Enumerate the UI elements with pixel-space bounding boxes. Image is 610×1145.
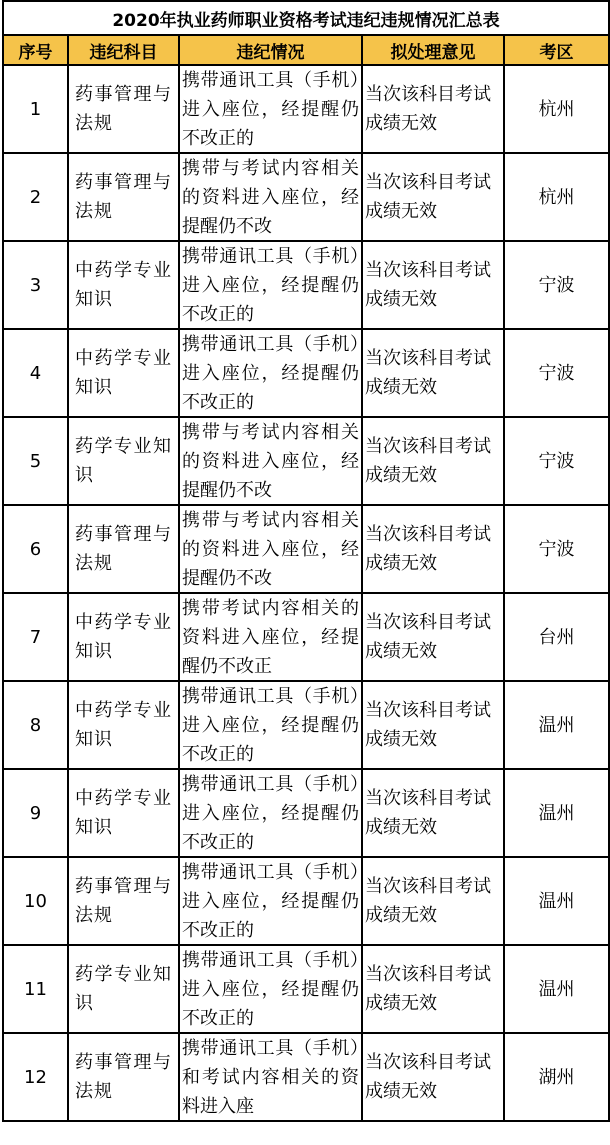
table-row [3, 857, 609, 945]
row-situation-cell [179, 65, 362, 153]
row-subject: 药学专业知识 [68, 417, 179, 505]
row-subject: 中药学专业知识 [68, 681, 179, 769]
row-situation-cell [179, 945, 362, 1033]
row-subject: 药事管理与法规 [68, 857, 179, 945]
row-number: 10 [3, 857, 68, 945]
violations-table [2, 0, 610, 1122]
row-action: 当次该科目考试成绩无效 [362, 681, 504, 769]
row-action: 当次该科目考试成绩无效 [362, 329, 504, 417]
header-action: 拟处理意见 [362, 35, 504, 65]
row-number: 5 [3, 417, 68, 505]
row-number: 9 [3, 769, 68, 857]
row-subject: 中药学专业知识 [68, 769, 179, 857]
table-row [3, 329, 609, 417]
row-action: 当次该科目考试成绩无效 [362, 769, 504, 857]
table-body [3, 65, 609, 1121]
row-area: 台州 [504, 593, 609, 681]
row-number: 1 [3, 65, 68, 153]
row-subject: 中药学专业知识 [68, 329, 179, 417]
header-num: 序号 [3, 35, 68, 65]
row-number: 12 [3, 1033, 68, 1121]
row-action: 当次该科目考试成绩无效 [362, 65, 504, 153]
row-action: 当次该科目考试成绩无效 [362, 857, 504, 945]
row-situation-cell [179, 769, 362, 857]
row-area: 宁波 [504, 417, 609, 505]
row-situation: 携带与考试内容相关的资料进入座位，经提醒仍不改 [182, 158, 359, 237]
row-situation-cell [179, 681, 362, 769]
row-situation: 携带通讯工具（手机）进入座位，经提醒仍不改正的 [182, 774, 359, 853]
row-number: 2 [3, 153, 68, 241]
row-situation: 携带通讯工具（手机）进入座位，经提醒仍不改正的 [182, 246, 359, 325]
row-action: 当次该科目考试成绩无效 [362, 241, 504, 329]
row-subject: 药事管理与法规 [68, 505, 179, 593]
row-situation-cell [179, 417, 362, 505]
row-situation-cell [179, 857, 362, 945]
row-area: 温州 [504, 945, 609, 1033]
row-situation: 携带通讯工具（手机）进入座位，经提醒仍不改正的 [182, 862, 359, 941]
row-subject: 药事管理与法规 [68, 1033, 179, 1121]
row-situation: 携带考试内容相关的资料进入座位，经提醒仍不改正 [182, 598, 359, 677]
row-number: 8 [3, 681, 68, 769]
table-row [3, 681, 609, 769]
table-title: 2020年执业药师职业资格考试违纪违规情况汇总表 [3, 1, 609, 35]
row-subject: 药学专业知识 [68, 945, 179, 1033]
header-situation: 违纪情况 [179, 35, 362, 65]
row-action: 当次该科目考试成绩无效 [362, 593, 504, 681]
row-area: 宁波 [504, 505, 609, 593]
row-situation-cell [179, 593, 362, 681]
row-number: 3 [3, 241, 68, 329]
row-area: 温州 [504, 769, 609, 857]
table-row [3, 417, 609, 505]
row-area: 杭州 [504, 65, 609, 153]
row-area: 杭州 [504, 153, 609, 241]
row-action: 当次该科目考试成绩无效 [362, 945, 504, 1033]
row-area: 温州 [504, 857, 609, 945]
row-situation: 携带通讯工具（手机）进入座位，经提醒仍不改正的 [182, 70, 359, 149]
table-row [3, 593, 609, 681]
row-area: 宁波 [504, 329, 609, 417]
row-action: 当次该科目考试成绩无效 [362, 1033, 504, 1121]
row-action: 当次该科目考试成绩无效 [362, 505, 504, 593]
row-situation-cell [179, 1033, 362, 1121]
row-area: 湖州 [504, 1033, 609, 1121]
row-situation: 携带通讯工具（手机）进入座位，经提醒仍不改正的 [182, 950, 359, 1029]
table-row [3, 65, 609, 153]
table-row [3, 505, 609, 593]
row-situation: 携带与考试内容相关的资料进入座位，经提醒仍不改 [182, 422, 359, 501]
header-area: 考区 [504, 35, 609, 65]
row-subject: 药事管理与法规 [68, 65, 179, 153]
table-row [3, 241, 609, 329]
row-situation: 携带通讯工具（手机）进入座位，经提醒仍不改正的 [182, 686, 359, 765]
row-subject: 中药学专业知识 [68, 593, 179, 681]
row-situation-cell [179, 241, 362, 329]
row-action: 当次该科目考试成绩无效 [362, 153, 504, 241]
row-number: 4 [3, 329, 68, 417]
table-row [3, 769, 609, 857]
row-situation: 携带与考试内容相关的资料进入座位，经提醒仍不改 [182, 510, 359, 589]
header-subject: 违纪科目 [68, 35, 179, 65]
row-situation: 携带通讯工具（手机）和考试内容相关的资料进入座 [182, 1038, 359, 1117]
row-situation-cell [179, 329, 362, 417]
row-situation-cell [179, 505, 362, 593]
row-situation: 携带通讯工具（手机）进入座位，经提醒仍不改正的 [182, 334, 359, 413]
header-row [3, 35, 609, 65]
row-number: 6 [3, 505, 68, 593]
table-row [3, 945, 609, 1033]
row-number: 11 [3, 945, 68, 1033]
row-number: 7 [3, 593, 68, 681]
row-subject: 中药学专业知识 [68, 241, 179, 329]
row-subject: 药事管理与法规 [68, 153, 179, 241]
row-action: 当次该科目考试成绩无效 [362, 417, 504, 505]
row-situation-cell [179, 153, 362, 241]
row-area: 宁波 [504, 241, 609, 329]
row-area: 温州 [504, 681, 609, 769]
table-row [3, 153, 609, 241]
table-row [3, 1033, 609, 1121]
